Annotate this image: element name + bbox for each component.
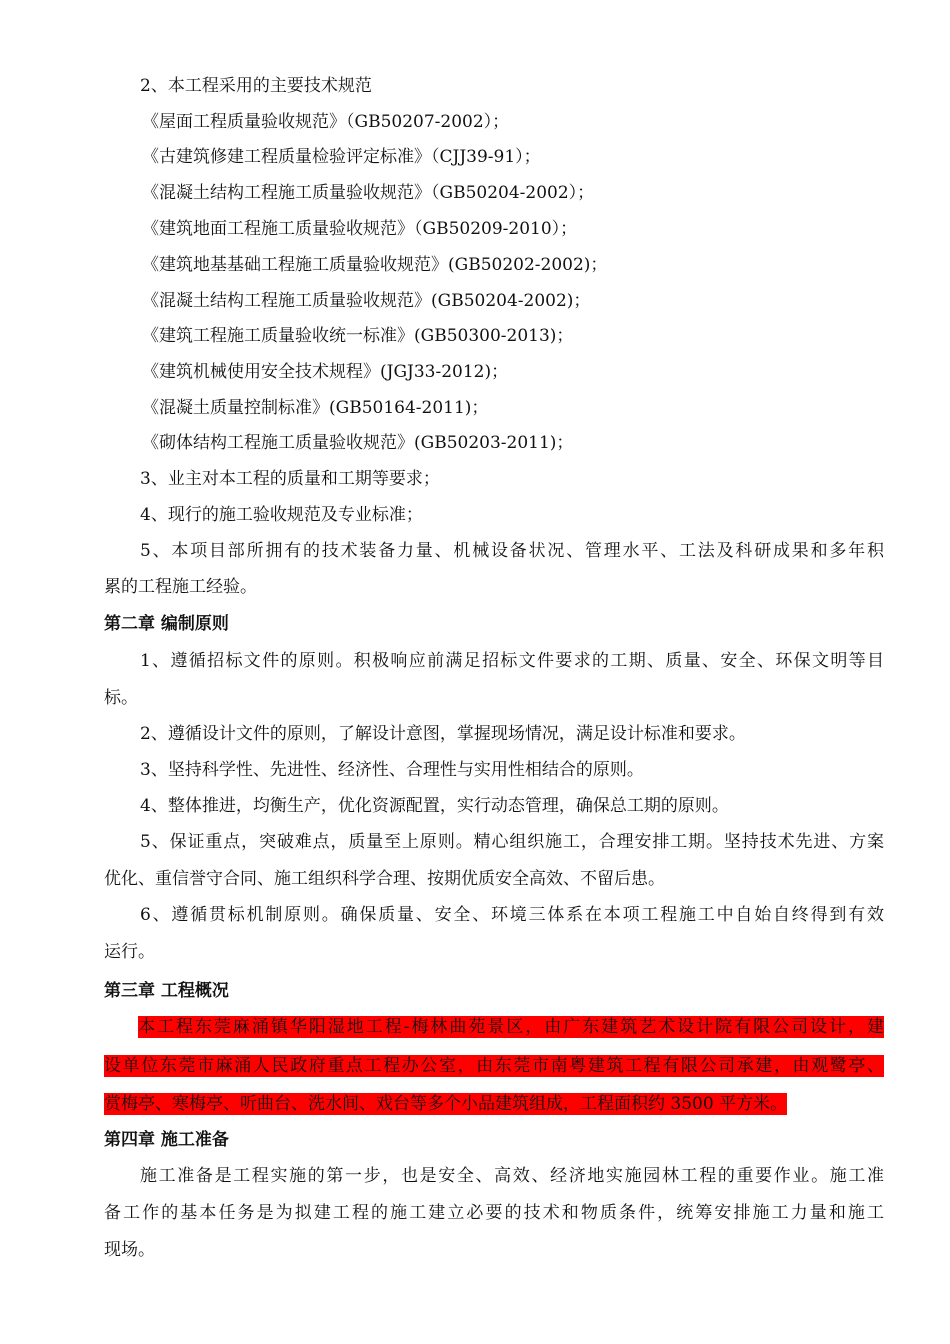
standard-item: 《砌体结构工程施工质量验收规范》(GB50203-2011)； [142, 433, 574, 453]
chapter-3-overview-line-2: 设单位东莞市麻涌人民政府重点工程办公室，由东莞市南粤建筑工程有限公司承建，由观鹭亭、 [104, 1056, 884, 1076]
basis-item-5-line-2: 累的工程施工经验。 [104, 577, 257, 597]
chapter-2-heading: 第二章 编制原则 [104, 614, 229, 634]
chapter-2-paragraph-1-line-1: 1、遵循招标文件的原则。积极响应前满足招标文件要求的工期、质量、安全、环保文明等目 [140, 651, 884, 671]
chapter-2-paragraph-6-line-1: 6、遵循贯标机制原则。确保质量、安全、环境三体系在本项工程施工中自始自终得到有效 [140, 905, 884, 925]
basis-item-5-line-1: 5、本项目部所拥有的技术装备力量、机械设备状况、管理水平、工法及科研成果和多年积 [140, 541, 884, 561]
basis-item-2-title: 2、本工程采用的主要技术规范 [140, 76, 372, 96]
chapter-2-paragraph-5-line-2: 优化、重信誉守合同、施工组织科学合理、按期优质安全高效、不留后患。 [104, 869, 665, 889]
chapter-4-paragraph-line-3: 现场。 [104, 1240, 155, 1260]
chapter-2-paragraph-2: 2、遵循设计文件的原则，了解设计意图，掌握现场情况，满足设计标准和要求。 [140, 724, 746, 744]
basis-item-4: 4、现行的施工验收规范及专业标准； [140, 505, 423, 525]
chapter-4-heading: 第四章 施工准备 [104, 1130, 229, 1150]
chapter-2-paragraph-6-line-2: 运行。 [104, 942, 155, 962]
standard-item: 《混凝土质量控制标准》(GB50164-2011)； [142, 398, 489, 418]
chapter-3-overview-line-3: 赏梅亭、寒梅亭、听曲台、洗水间、戏台等多个小品建筑组成，工程面积约 3500 平方米。 [104, 1094, 788, 1114]
chapter-2-paragraph-1-line-2: 标。 [104, 688, 138, 708]
chapter-3-overview-line-1: 本工程东莞麻涌镇华阳湿地工程-梅林曲苑景区，由广东建筑艺术设计院有限公司设计，建 [138, 1017, 884, 1037]
standard-item: 《建筑工程施工质量验收统一标准》(GB50300-2013)； [142, 326, 574, 346]
chapter-4-paragraph-line-1: 施工准备是工程实施的第一步，也是安全、高效、经济地实施园林工程的重要作业。施工准 [140, 1166, 884, 1186]
standard-item: 《混凝土结构工程施工质量验收规范》(GB50204-2002)； [142, 291, 591, 311]
standard-item: 《古建筑修建工程质量检验评定标准》（CJJ39-91）； [142, 147, 541, 167]
standard-item: 《混凝土结构工程施工质量验收规范》（GB50204-2002）； [142, 183, 595, 203]
chapter-2-paragraph-4: 4、整体推进，均衡生产，优化资源配置，实行动态管理，确保总工期的原则。 [140, 796, 729, 816]
basis-item-3: 3、业主对本工程的质量和工期等要求； [140, 469, 440, 489]
chapter-4-paragraph-line-2: 备工作的基本任务是为拟建工程的施工建立必要的技术和物质条件，统筹安排施工力量和施工 [104, 1203, 884, 1223]
chapter-3-heading: 第三章 工程概况 [104, 981, 229, 1001]
standard-item: 《屋面工程质量验收规范》（GB50207-2002）； [142, 112, 510, 132]
standard-item: 《建筑机械使用安全技术规程》(JGJ33-2012)； [142, 362, 509, 382]
chapter-2-paragraph-3: 3、坚持科学性、先进性、经济性、合理性与实用性相结合的原则。 [140, 760, 644, 780]
standard-item: 《建筑地面工程施工质量验收规范》（GB50209-2010）； [142, 219, 578, 239]
chapter-2-paragraph-5-line-1: 5、保证重点，突破难点，质量至上原则。精心组织施工，合理安排工期。坚持技术先进、方案 [140, 832, 884, 852]
standard-item: 《建筑地基基础工程施工质量验收规范》(GB50202-2002)； [142, 255, 608, 275]
